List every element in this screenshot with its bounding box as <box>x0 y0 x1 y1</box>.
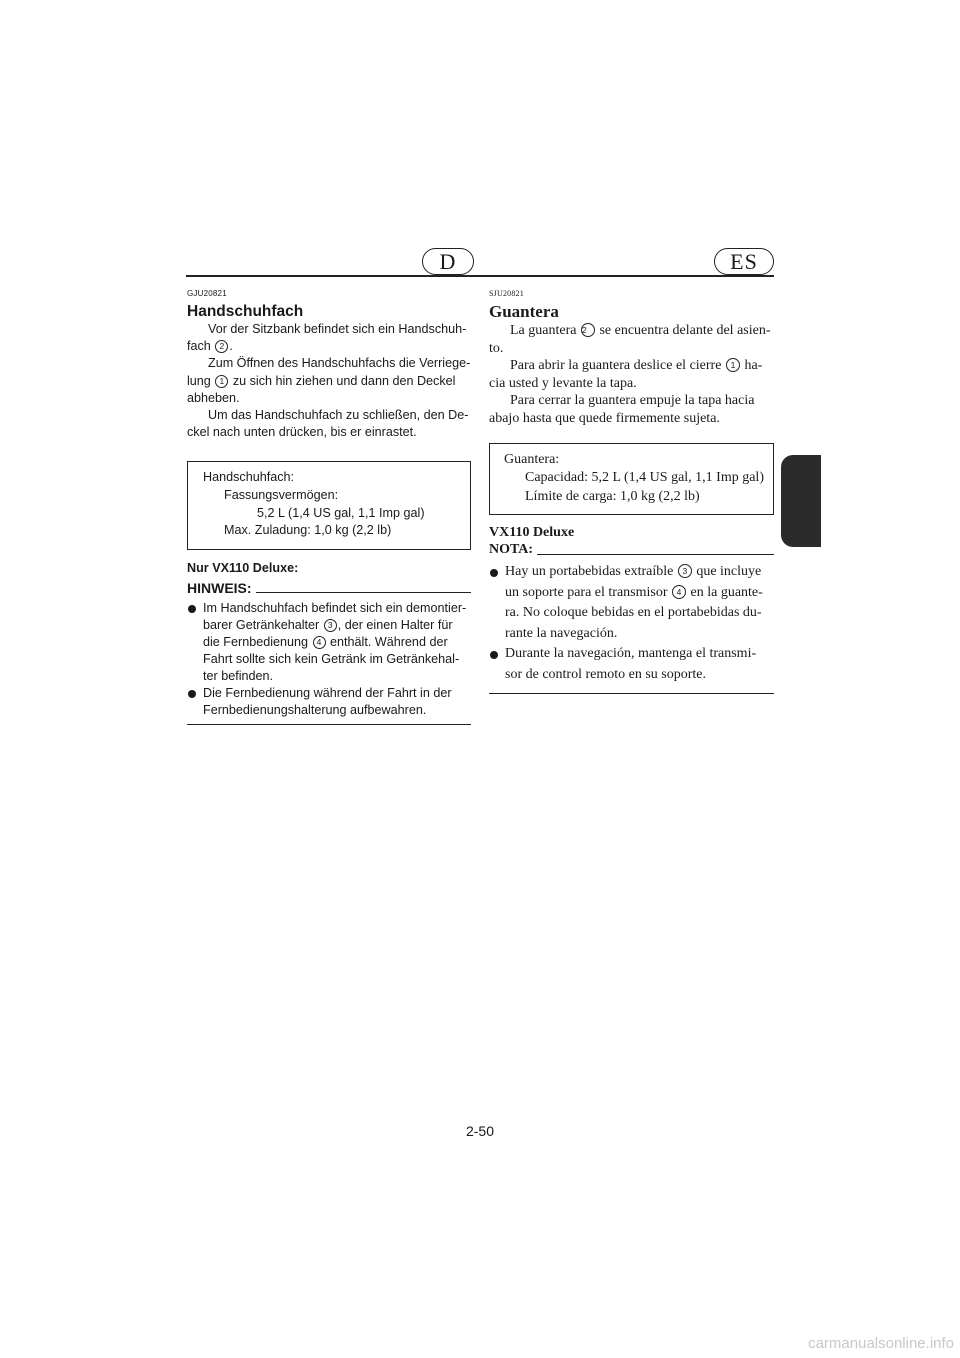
callout-1: 1 <box>215 375 228 388</box>
callout-2: 2 <box>215 340 228 353</box>
note-end-rule <box>187 724 471 725</box>
spanish-column <box>489 282 774 694</box>
list-item: Hay un portabebidas extraíble 3 que incluye un soporte para el transmisor 4 en la guante- ra. No coloque bebidas en el portabebidas du- rante la navegación. <box>489 562 774 644</box>
spec-label: Guantera: <box>504 451 560 467</box>
spec-load: Límite de carga: 1,0 kg (2,2 lb) <box>525 488 700 504</box>
note-header <box>187 580 471 596</box>
note-end-rule <box>489 693 774 694</box>
paragraph: Zum Öffnen des Handschuhfachs die Verriege- lung 1 zu sich hin ziehen und dann den Deckel abheben. <box>187 356 471 405</box>
language-badge-german: D <box>422 248 474 275</box>
spec-box <box>489 443 774 516</box>
model-subheading: Nur VX110 Deluxe: <box>187 560 299 575</box>
section-title: Handschuhfach <box>187 303 304 320</box>
paragraph: Um das Handschuhfach zu schließen, den De- ckel nach unten drücken, bis er einrastet. <box>187 408 469 440</box>
spec-box <box>187 461 471 549</box>
callout-2: 2 <box>581 323 595 337</box>
header-rule <box>186 275 774 277</box>
section-code: SJU20821 <box>489 289 524 298</box>
list-item: Im Handschuhfach befindet sich ein demontier- barer Getränkehalter 3 , der einen Halter für die Fernbedienung 4 enthält. Während der Fahrt sollte sich kein Getränk im Getränkehal- ter befinden. <box>187 600 471 685</box>
note-list <box>187 600 471 719</box>
bullet-icon <box>490 651 498 659</box>
spec-capacity: Capacidad: 5,2 L (1,4 US gal, 1,1 Imp gal) <box>525 470 764 486</box>
section-code: GJU20821 <box>187 289 227 298</box>
german-column <box>187 282 471 725</box>
callout-3: 3 <box>678 564 692 578</box>
chapter-side-tab <box>781 455 821 547</box>
bullet-icon <box>188 690 196 698</box>
list-item: Durante la navegación, mantenga el transmi- sor de control remoto en su soporte. <box>489 644 774 685</box>
spec-capacity-label: Fassungsvermögen: <box>224 488 339 503</box>
language-badge-spanish: ES <box>714 248 774 275</box>
note-label: NOTA: <box>489 542 534 558</box>
list-item: Die Fernbedienung während der Fahrt in der Fernbedienungshalterung aufbewahren. <box>187 685 471 719</box>
note-list <box>489 562 774 685</box>
callout-3: 3 <box>324 619 337 632</box>
callout-4: 4 <box>313 636 326 649</box>
bullet-icon <box>188 605 196 613</box>
spec-label: Handschuhfach: <box>203 470 295 485</box>
spec-capacity-value: 5,2 L (1,4 US gal, 1,1 Imp gal) <box>257 505 425 520</box>
page-number: 2-50 <box>465 1123 495 1139</box>
paragraph: Para cerrar la guantera empuje la tapa hacia abajo hasta que quede firmemente sujeta. <box>489 393 755 426</box>
spec-load: Max. Zuladung: 1,0 kg (2,2 lb) <box>224 523 392 538</box>
paragraph: La guantera 2 se encuentra delante del asien- to. <box>489 323 771 356</box>
note-header <box>489 542 774 558</box>
callout-4: 4 <box>672 585 686 599</box>
watermark: carmanualsonline.info <box>808 1335 954 1352</box>
bullet-icon <box>490 569 498 577</box>
note-label: HINWEIS: <box>187 579 252 596</box>
callout-1: 1 <box>726 358 740 372</box>
section-title: Guantera <box>489 302 559 321</box>
model-subheading: VX110 Deluxe <box>489 525 575 541</box>
paragraph: Vor der Sitzbank befindet sich ein Handschuh- fach 2 . <box>187 322 467 354</box>
paragraph: Para abrir la guantera deslice el cierre 1 ha- cia usted y levante la tapa. <box>489 358 763 391</box>
